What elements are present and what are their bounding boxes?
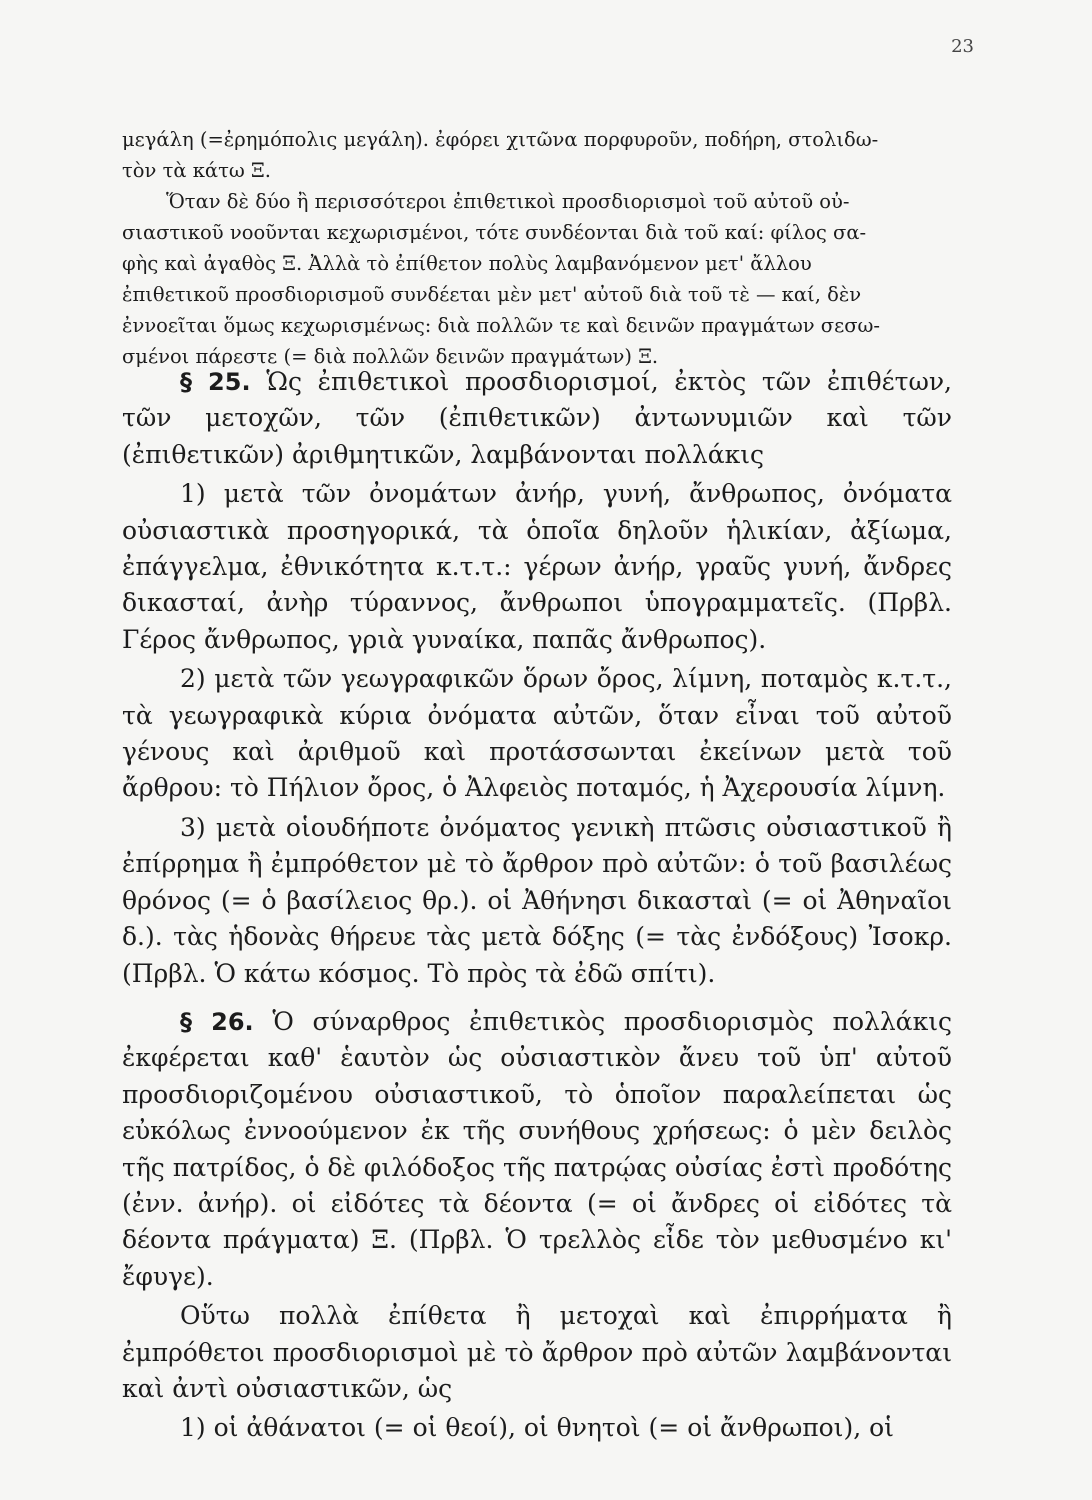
text-line: μεγάλη (=ἐρημόπολις μεγάλη). ἐφόρει χιτῶνα πορφυροῦν, ποδήρη, στολιδω- <box>122 128 879 151</box>
paragraph-text: 1) οἱ ἀθάνατοι (= οἱ θεοί), οἱ θνητοὶ (= οἱ ἄνθρωποι), οἱ <box>180 1413 894 1443</box>
paragraph-text: Οὕτω πολλὰ ἐπίθετα ἢ μετοχαὶ καὶ ἐπιρρήματα ἢ ἐμπρόθετοι προσδιορισμοὶ μὲ τὸ ἄρθρον πρὸ αὐτῶν λαμβάνονται καὶ ἀντὶ οὐσιαστικῶν, ὡς <box>122 1301 952 1403</box>
paragraph-text: Ὡς ἐπιθετικοὶ προσδιορισμοί, ἐκτὸς τῶν ἐπιθέτων, τῶν μετοχῶν, τῶν (ἐπιθετικῶν) ἀντωνυμιῶν καὶ τῶν (ἐπιθετικῶν) ἀριθμητικῶν, λαμβάνονται πολλάκις <box>122 367 952 469</box>
paragraph-section-25 <box>122 364 952 473</box>
paragraph-text: 2) μετὰ τῶν γεωγραφικῶν ὅρων ὄρος, λίμνη, ποταμὸς κ.τ.τ., τὰ γεωγραφικὰ κύρια ὀνόματα αὐτῶν, ὅταν εἶναι τοῦ αὐτοῦ γένους καὶ ἀριθμοῦ καὶ προτάσσωνται ἐκείνων μετὰ τοῦ ἄρθρου: τὸ Πήλιον ὄρος, ὁ Ἀλφειὸς ποταμός, ἡ Ἀχερουσία λίμνη. <box>122 664 952 803</box>
main-text-block <box>122 364 952 1450</box>
paragraph-item-2 <box>122 661 952 807</box>
page-number: 23 <box>951 36 974 57</box>
small-print-block <box>122 124 952 372</box>
text-line: φὴς καὶ ἀγαθὸς Ξ. Ἀλλὰ τὸ ἐπίθετον πολὺς λαμβανόμενον μετ' ἄλλου <box>122 252 812 275</box>
paragraph-section-26 <box>122 1004 952 1295</box>
text-line: ἐννοεῖται ὅμως κεχωρισμένως: διὰ πολλῶν τε καὶ δεινῶν πραγμάτων σεσω- <box>122 314 881 337</box>
paragraph-item-1 <box>122 476 952 658</box>
text-line: Ὅταν δὲ δύο ἢ περισσότεροι ἐπιθετικοὶ προσδιορισμοὶ τοῦ αὐτοῦ οὐ- <box>166 190 850 213</box>
paragraph-continuation <box>122 1298 952 1407</box>
paragraph-text: 3) μετὰ οἱουδήποτε ὀνόματος γενικὴ πτῶσις οὐσιαστικοῦ ἢ ἐπίρρημα ἢ ἐμπρόθετον μὲ τὸ ἄρθρον πρὸ αὐτῶν: ὁ τοῦ βασιλέως θρόνος (= ὁ βασίλειος θρ.). οἱ Ἀθήνησι δικασταὶ (= οἱ Ἀθηναῖοι δ.). τὰς ἡδονὰς θήρευε τὰς μετὰ δόξης (= τὰς ἐνδόξους) Ἰσοκρ. (Πρβλ. Ὁ κάτω κόσμος. Τὸ πρὸς τὰ ἐδῶ σπίτι). <box>122 812 952 988</box>
text-line: τὸν τὰ κάτω Ξ. <box>122 159 271 182</box>
text-line: ἐπιθετικοῦ προσδιορισμοῦ συνδέεται μὲν μετ' αὐτοῦ διὰ τοῦ τὲ — καί, δὲν <box>122 283 862 306</box>
text-line: σμένοι πάρεστε (= διὰ πολλῶν δεινῶν πραγμάτων) Ξ. <box>122 345 659 368</box>
section-number: § 26. <box>180 1007 254 1036</box>
paragraph-item-3 <box>122 810 952 992</box>
text-line: σιαστικοῦ νοοῦνται κεχωρισμένοι, τότε συνδέονται διὰ τοῦ καί: φίλος σα- <box>122 221 867 244</box>
paragraph-text: Ὁ σύναρθρος ἐπιθετικὸς προσδιορισμὸς πολλάκις ἐκφέρεται καθ' ἑαυτὸν ὡς οὐσιαστικὸν ἄνευ τοῦ ὑπ' αὐτοῦ προσδιοριζομένου οὐσιαστικοῦ, τὸ ὁποῖον παραλείπεται ὡς εὐκόλως ἐννοούμενον ἐκ τῆς συνήθους χρήσεως: ὁ μὲν δειλὸς τῆς πατρίδος, ὁ δὲ φιλόδοξος τῆς πατρῴας οὐσίας ἐστὶ προδότης (ἐνν. ἀνήρ). οἱ εἰδότες τὰ δέοντα (= οἱ ἄνδρες οἱ εἰδότες τὰ δέοντα πράγματα) Ξ. (Πρβλ. Ὁ τρελλὸς εἶδε τὸν μεθυσμένο κι' ἔφυγε). <box>122 1006 952 1291</box>
paragraph-text: 1) μετὰ τῶν ὀνομάτων ἀνήρ, γυνή, ἄνθρωπος, ὀνόματα οὐσιαστικὰ προσηγορικά, τὰ ὁποῖα δηλοῦν ἡλικίαν, ἀξίωμα, ἐπάγγελμα, ἐθνικότητα κ.τ.τ.: γέρων ἀνήρ, γραῦς γυνή, ἄνδρες δικασταί, ἀνὴρ τύραννος, ἄνθρωποι ὑπογραμματεῖς. (Πρβλ. Γέρος ἄνθρωπος, γριὰ γυναίκα, παπᾶς ἄνθρωπος). <box>122 479 952 654</box>
paragraph-item-1b <box>122 1410 952 1446</box>
section-number: § 25. <box>180 368 251 396</box>
